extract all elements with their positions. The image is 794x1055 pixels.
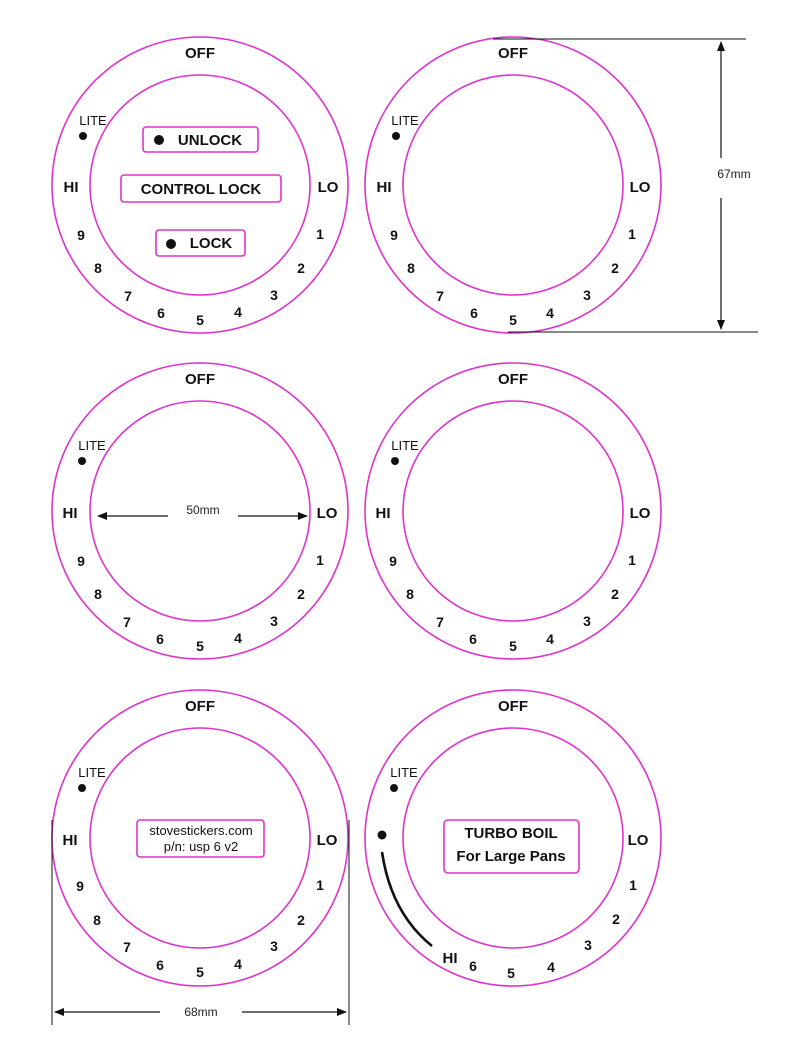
hi-start-dot xyxy=(378,831,387,840)
turbo-subtitle: For Large Pans xyxy=(456,848,566,865)
dial-5 xyxy=(52,690,348,986)
label-5: 5 xyxy=(196,638,204,654)
dimension-inner-diameter-label: 50mm xyxy=(186,503,220,517)
label-3: 3 xyxy=(583,287,591,303)
label-4: 4 xyxy=(234,304,242,320)
label-8: 8 xyxy=(407,260,415,276)
label-3: 3 xyxy=(270,287,278,303)
label-3: 3 xyxy=(583,613,591,629)
label-6: 6 xyxy=(469,631,477,647)
label-lite: LITE xyxy=(391,438,419,453)
lock-dot xyxy=(166,239,176,249)
label-7: 7 xyxy=(124,288,132,304)
label-lite: LITE xyxy=(78,438,106,453)
label-7: 7 xyxy=(123,939,131,955)
label-lite: LITE xyxy=(391,113,419,128)
label-4: 4 xyxy=(547,959,555,975)
label-off: OFF xyxy=(185,45,215,62)
label-6: 6 xyxy=(156,631,164,647)
unlock-dot xyxy=(154,135,164,145)
label-lo: LO xyxy=(629,179,651,196)
label-off: OFF xyxy=(498,698,528,715)
dimension-outer-height-label: 67mm xyxy=(717,167,751,181)
label-1: 1 xyxy=(629,877,637,893)
label-1: 1 xyxy=(628,226,636,242)
label-lo: LO xyxy=(316,505,338,522)
label-hi: HI xyxy=(62,505,78,522)
label-2: 2 xyxy=(297,586,305,602)
label-3: 3 xyxy=(270,613,278,629)
dimension-outer-height xyxy=(493,39,758,332)
outer-ring xyxy=(365,37,661,333)
label-8: 8 xyxy=(93,912,101,928)
dial-4 xyxy=(365,363,661,659)
label-6: 6 xyxy=(157,305,165,321)
label-7: 7 xyxy=(436,614,444,630)
label-off: OFF xyxy=(498,371,528,388)
label-9: 9 xyxy=(77,553,85,569)
label-6: 6 xyxy=(156,957,164,973)
label-lo: LO xyxy=(627,832,649,849)
label-3: 3 xyxy=(270,938,278,954)
label-2: 2 xyxy=(612,911,620,927)
label-8: 8 xyxy=(94,260,102,276)
label-3: 3 xyxy=(584,937,592,953)
label-9: 9 xyxy=(390,227,398,243)
lock-label: LOCK xyxy=(189,235,233,252)
label-5: 5 xyxy=(196,964,204,980)
label-off: OFF xyxy=(185,371,215,388)
label-9: 9 xyxy=(77,227,85,243)
inner-ring xyxy=(403,401,623,621)
label-1: 1 xyxy=(316,226,324,242)
label-2: 2 xyxy=(611,586,619,602)
label-lite: LITE xyxy=(390,765,418,780)
label-6: 6 xyxy=(469,958,477,974)
label-4: 4 xyxy=(234,630,242,646)
label-7: 7 xyxy=(123,614,131,630)
dimension-outer-width-label: 68mm xyxy=(184,1005,218,1019)
label-hi: HI xyxy=(376,179,392,196)
label-5: 5 xyxy=(507,965,515,981)
label-off: OFF xyxy=(185,698,215,715)
label-2: 2 xyxy=(611,260,619,276)
dial-1 xyxy=(52,37,348,333)
label-lo: LO xyxy=(317,179,339,196)
lite-dot xyxy=(78,457,86,465)
label-off: OFF xyxy=(498,45,528,62)
dial-2 xyxy=(365,37,661,333)
lite-dot xyxy=(391,457,399,465)
label-5: 5 xyxy=(509,312,517,328)
label-lite: LITE xyxy=(78,765,106,780)
outer-ring xyxy=(365,363,661,659)
brand-url: stovestickers.com xyxy=(149,823,253,838)
lite-dot xyxy=(78,784,86,792)
dial-6 xyxy=(365,690,661,986)
label-4: 4 xyxy=(234,956,242,972)
unlock-label: UNLOCK xyxy=(177,132,243,149)
part-number: p/n: usp 6 v2 xyxy=(163,839,239,854)
label-lo: LO xyxy=(629,505,651,522)
lite-dot xyxy=(79,132,87,140)
label-hi: HI xyxy=(62,832,78,849)
label-1: 1 xyxy=(316,552,324,568)
label-hi: HI xyxy=(63,179,79,196)
label-4: 4 xyxy=(546,631,554,647)
label-hi: HI xyxy=(375,505,391,522)
inner-ring xyxy=(403,75,623,295)
label-8: 8 xyxy=(94,586,102,602)
label-1: 1 xyxy=(316,877,324,893)
control-lock-label: CONTROL LOCK xyxy=(140,181,262,198)
label-5: 5 xyxy=(509,638,517,654)
label-7: 7 xyxy=(436,288,444,304)
label-9: 9 xyxy=(76,878,84,894)
dimension-inner-diameter xyxy=(98,503,307,517)
label-2: 2 xyxy=(297,260,305,276)
label-lite: LITE xyxy=(79,113,107,128)
label-9: 9 xyxy=(389,553,397,569)
label-1: 1 xyxy=(628,552,636,568)
label-4: 4 xyxy=(546,305,554,321)
label-2: 2 xyxy=(297,912,305,928)
lite-dot xyxy=(390,784,398,792)
label-6: 6 xyxy=(470,305,478,321)
label-8: 8 xyxy=(406,586,414,602)
outer-ring xyxy=(52,690,348,986)
label-lo: LO xyxy=(316,832,338,849)
inner-ring xyxy=(90,728,310,948)
turbo-title: TURBO BOIL xyxy=(464,825,558,842)
turbo-hi-label: HI xyxy=(442,950,458,967)
lite-dot xyxy=(392,132,400,140)
label-5: 5 xyxy=(196,312,204,328)
